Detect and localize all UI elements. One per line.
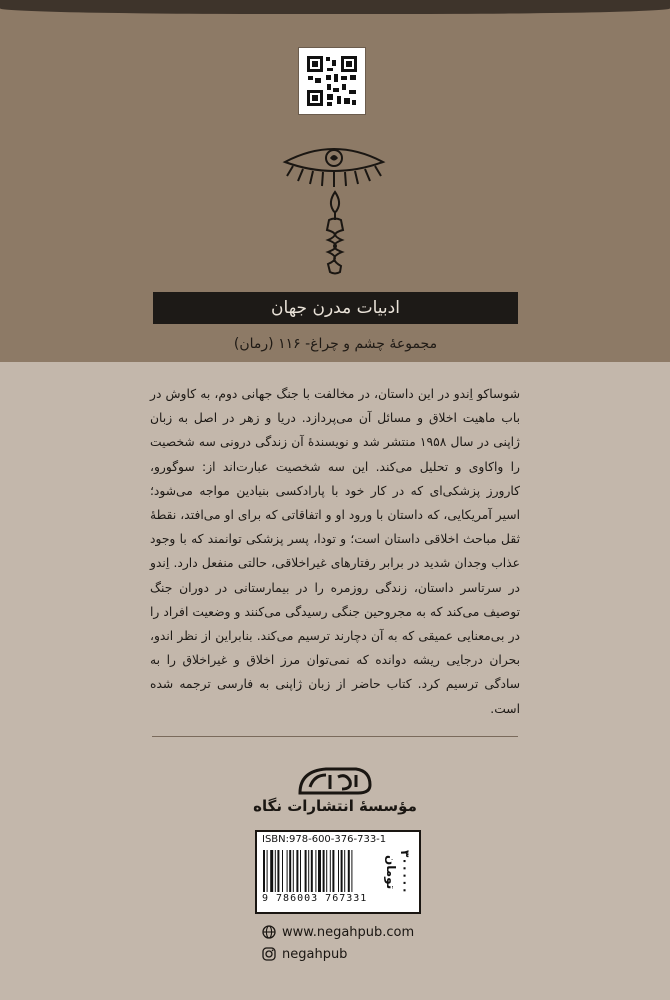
publisher-name: مؤسسهٔ انتشارات نگاه bbox=[253, 797, 417, 815]
instagram-row[interactable] bbox=[262, 943, 414, 965]
instagram-icon bbox=[262, 947, 276, 961]
contact-info bbox=[262, 921, 414, 965]
candle-icon bbox=[320, 190, 350, 276]
qr-code[interactable] bbox=[298, 47, 366, 115]
divider bbox=[152, 736, 518, 737]
top-panel bbox=[0, 0, 670, 362]
top-edge-shadow bbox=[0, 0, 670, 14]
barcode-number: 9 786003 767331 bbox=[262, 893, 368, 904]
series-title: ادبیات مدرن جهان bbox=[153, 292, 518, 324]
website-row[interactable] bbox=[262, 921, 414, 943]
series-subtitle: مجموعهٔ چشم و چراغ- ۱۱۶ (رمان) bbox=[233, 336, 438, 352]
publisher-logo bbox=[296, 763, 374, 799]
website-link[interactable]: www.negahpub.com bbox=[282, 924, 415, 940]
book-description: شوساکو اِندو در این داستان، در مخالفت با جنگ جهانی دوم، به کاوش در باب ماهیت اخلاق و مسائل آن می‌پردازد. دریا و زهر در اصل به زبان ژاپنی در سال ۱۹۵۸ منتشر شد و نویسندهٔ آن زندگی درونی سه شخصیت را واکاوی و تحلیل می‌کند. این سه شخصیت عبارت‌اند از: سوگورو، کارورز پزشکی‌ای که در کار خود با پارادکسی بنیادین مواجه می‌شود؛ اسیر آمریکایی، که داستان با ورود او و اتفاقاتی که برای او می‌افتد، نقطهٔ ثقل مباحث اخلاقی داستان است؛ و تودا، پسر پزشکی توانمند که با وجود عذاب وجدان شدید در برابر رفتارهای غیراخلاقی، حالتی منفعل دارد. اِندو در سرتاسر داستان، زندگی روزمره را در بیمارستانی در دوران جنگ توصیف می‌کند که به مجروحین جنگی رسیدگی می‌کنند و وضعیت افراد را در بی‌معنایی عمیقی که به آن دچارند ترسیم می‌کند. بنابراین از نظر اندو، بحران درجایی ریشه دوانده که نمی‌توان مرز اخلاق و غیراخلاق را به سادگی ترسیم کرد. کتاب حاضر از زبان ژاپنی به فارسی ترجمه شده است. bbox=[150, 387, 520, 716]
barcode bbox=[262, 850, 380, 892]
instagram-handle[interactable]: negahpub bbox=[282, 946, 348, 962]
globe-icon bbox=[262, 925, 276, 939]
isbn-text: ISBN:978-600-376-733-1 bbox=[262, 834, 387, 845]
eye-icon bbox=[279, 140, 389, 188]
price: ۳۰۰۰۰۰ تومان bbox=[384, 850, 412, 894]
